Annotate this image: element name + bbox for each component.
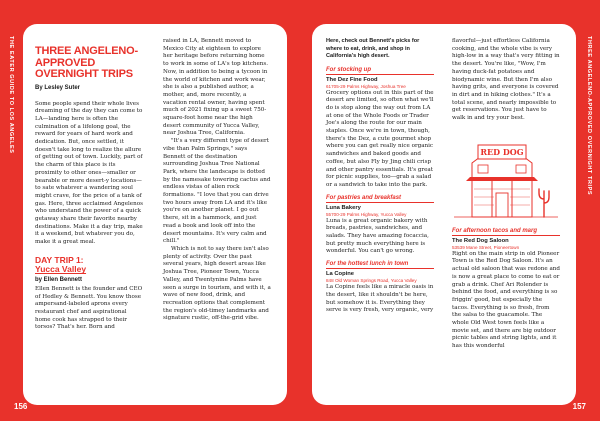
- place-description: Right on the main strip in old Pioneer Town is the Red Dog Saloon. It's an actual old saloon that was redone and is now a great place to come to eat or grab a drink. Chef Ari Rolender is behind the food, and everything is so friggin' good, but especially the tacos. Everything is so fresh, from the salsa to the guacamole. The whole Old West town feels like a movie set, and there are big outdoor picnic tables and string lights, and it has this wonderful: [452, 250, 560, 350]
- left-column-1: [35, 38, 143, 332]
- right-page-number: 157: [572, 402, 586, 411]
- place-address: 53539 Mane Street, Pioneertown: [452, 244, 520, 250]
- left-page: [23, 24, 287, 405]
- day-trip-byline: by Ellen Bennett: [35, 276, 83, 283]
- place-name: The Red Dog Saloon: [452, 237, 509, 244]
- left-running-head: THE EATER GUIDE TO LOS ANGELES: [8, 36, 14, 154]
- place-name: The Dez Fine Food: [326, 76, 378, 83]
- picks-intro: Here, check out Bennett's picks for where to eat, drink, and shop in California's high desert.: [326, 38, 420, 59]
- left-page-number: 156: [14, 402, 28, 411]
- right-column-1: [326, 38, 434, 315]
- place-address: 848 Old Woman Springs Road, Yucca Valley: [326, 278, 417, 284]
- day-trip-paragraph: Ellen Bennett is the founder and CEO of Hedley & Bennett. You know those ampersand-labeled aprons every restaurant chef and aspirational home cook has strapped to their torsos? That's her. Born and: [35, 285, 143, 331]
- place-description: La Copine feels like a miracle oasis in the desert, like it shouldn't be here, but somehow it is. Everything they serve is very fresh, very organic, very: [326, 284, 434, 314]
- body-paragraph: "It's a very different type of desert vibe than Palm Springs," says Bennett of the destination surrounding Joshua Tree National Park, where the landscape is dotted by the namesake towering cactus and endless vistas of alien rock formations. "I love that you can drive two hours away from LA and it's like you're on another planet. I go out there, sit in a hammock, and just read a book and look off into the desert mountains. It's very calm and chill.": [163, 138, 271, 245]
- body-paragraph: flavorful—just effortless California cooking, and the whole vibe is very high-low in a way that's very fitting in the desert. You're like, "Wow, I'm having duck-fat potatoes and biodynamic wine. But then I'm also having grits, and everyone is covered in dirt and in hiking clothes." It's a total scene, and nearly impossible to get reservations. You just have to walk in and try your best.: [452, 38, 560, 122]
- body-paragraph: Which is not to say there isn't also plenty of activity. Over the past several years, high desert areas like Joshua Tree, Pioneer Town, Yucca Valley, and Twentynine Palms have seen a surge in tourism, and with it, a wave of new food, drink, and recreation options that complement the region's old-timey landmarks and signature rustic, off-the-grid vibe.: [163, 245, 271, 322]
- place-name: Luna Bakery: [326, 204, 361, 211]
- right-column-2: [452, 38, 560, 351]
- day-trip-number: DAY TRIP 1:: [35, 254, 84, 265]
- place-address: 61705-29 Palms Highway, Joshua Tree: [326, 83, 406, 89]
- day-trip-place: Yucca Valley: [35, 264, 87, 275]
- article-title: THREE ANGELENO-APPROVED OVERNIGHT TRIPS: [35, 45, 138, 80]
- day-trip-heading: [35, 256, 143, 275]
- section-heading-tacos: For afternoon tacos and marg: [452, 228, 560, 236]
- red-dog-saloon-illustration: [452, 133, 560, 223]
- body-paragraph: raised in LA, Bennett moved to Mexico City at eighteen to explore her heritage before returning home to work in some of LA's top kitchens. Now, in addition to being a tycoon in the world of kitchen and work wear, she is also a published author, a mother, and, more recently, a vacation rental owner, having spent much of 2021 fixing up a sweet 750-square-foot home near the high desert community of Yucca Valley, near Joshua Tree, California.: [163, 38, 269, 137]
- sign-text: RED DOG: [480, 146, 524, 157]
- section-heading-pastries: For pastries and breakfast: [326, 195, 434, 203]
- right-running-head: THREE ANGELENO-APPROVED OVERNIGHT TRIPS: [586, 36, 592, 196]
- section-heading-lunch: For the hottest lunch in town: [326, 261, 434, 269]
- place-address: 55700-29 Palms Highway, Yucca Valley: [326, 211, 407, 217]
- intro-paragraph: Some people spend their whole lives dreaming of the day they can come to LA—landing here is often the culmination of a lifelong goal, the reward for years of hard work and dedication. But, once settled, it doesn't take long to realize the allure of getting out of town. Luckily, part of the charm of this place is its proximity to other ones—smaller or bearable or more desert-y locations—to sate whatever a wandering soul might crave, for the price of a tank of gas. Here, three acclaimed Angelenos who understand the power of a quick getaway share their favorite nearby destinations. Make it a day trip, make it a weekend, but whatever you do, make it a great meal.: [35, 100, 143, 246]
- place-description: Grocery options out in this part of the desert are limited, so often what we'll do is stop along the way out from LA at one of the Whole Foods or Trader Joe's along the route for our main staples. Once we're in town, though, there's the Dez, a cute gourmet shop where you can get really nice organic sandwiches and baked goods and coffee, but also Fly by Jing chili crisp and other pantry essentials. It's great for picnic supplies, too—grab a salad or a sandwich to take into the park.: [326, 89, 434, 188]
- place-name: La Copine: [326, 271, 355, 278]
- saloon-drawing: [452, 133, 560, 223]
- left-column-2: [163, 38, 271, 323]
- place-description: Luna is a great organic bakery with breads, pastries, sandwiches, and salads. They have amazing focaccia, but pretty much everything here is wonderful. You can't go wrong.: [326, 217, 429, 255]
- section-heading-stocking-up: For stocking up: [326, 67, 434, 75]
- right-page: [312, 24, 576, 405]
- article-byline: By Lesley Suter: [35, 84, 81, 91]
